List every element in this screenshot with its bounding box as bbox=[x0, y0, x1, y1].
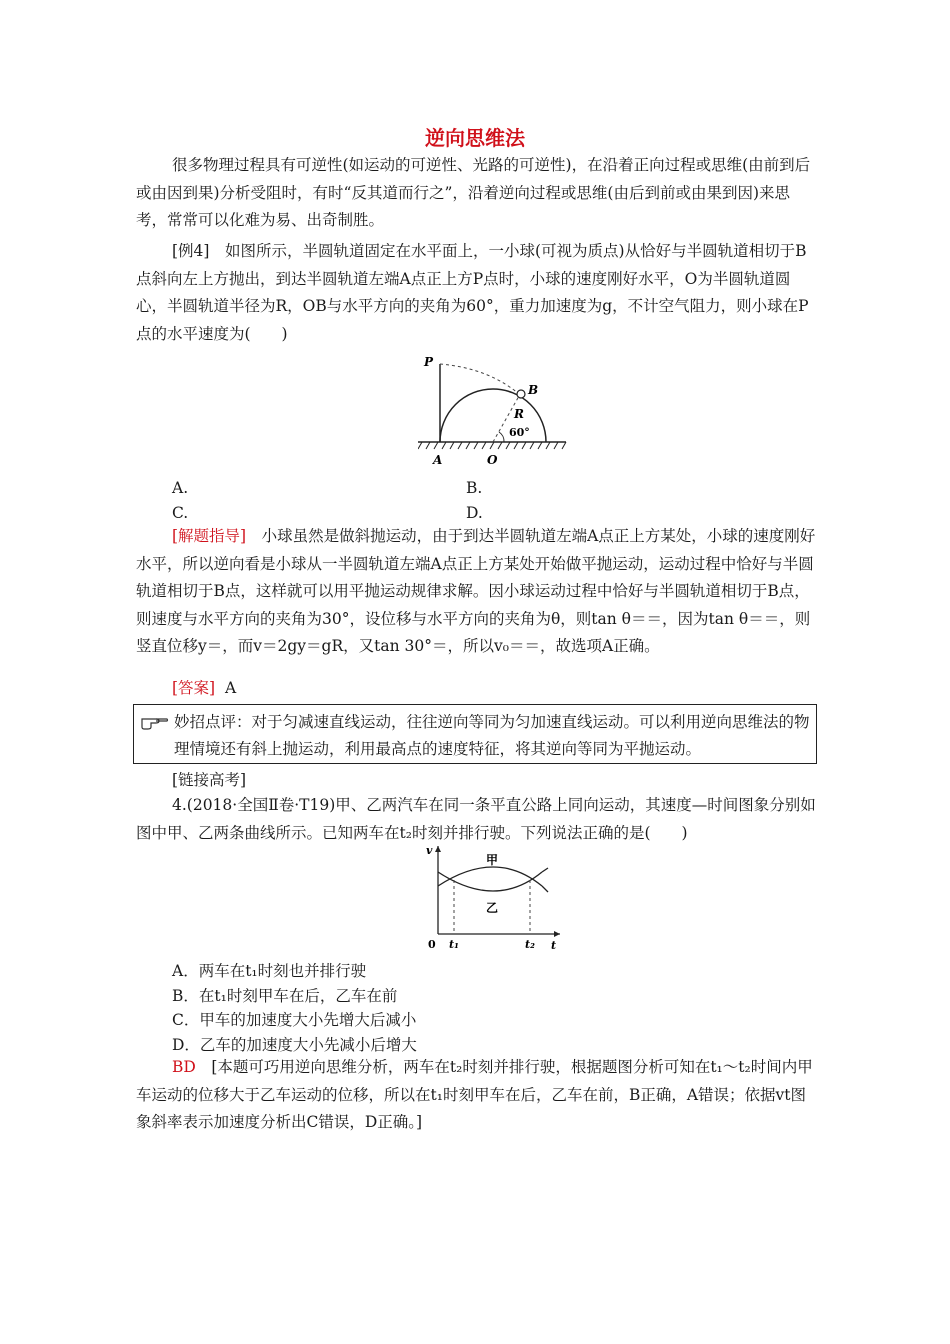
solution-paragraph bbox=[136, 1054, 816, 1137]
answer-value: A bbox=[224, 679, 237, 697]
label-A: A bbox=[433, 453, 443, 467]
option-c: C. bbox=[172, 504, 189, 522]
vt-graph-figure bbox=[424, 842, 564, 952]
t1-label: t₁ bbox=[449, 938, 459, 951]
axis-v-label: v bbox=[426, 844, 433, 857]
semicircle-figure bbox=[418, 352, 568, 470]
guide-tag: [解题指导] bbox=[172, 527, 247, 545]
label-B: B bbox=[528, 383, 539, 397]
page-title: 逆向思维法 bbox=[425, 126, 525, 150]
answer-tag: [答案] bbox=[172, 679, 216, 697]
q4-option-a: A．两车在t₁时刻也并排行驶 bbox=[172, 962, 367, 980]
example-paragraph bbox=[136, 238, 816, 348]
origin-label: 0 bbox=[428, 938, 436, 951]
option-a: A. bbox=[172, 479, 189, 497]
option-b: B. bbox=[466, 479, 483, 497]
guide-paragraph bbox=[136, 523, 816, 661]
curve-yi-label: 乙 bbox=[486, 901, 499, 915]
example-tag: [例4] bbox=[172, 242, 210, 260]
label-O: O bbox=[487, 453, 498, 467]
solution-text: [本题可巧用逆向思维分析，两车在t₂时刻并排行驶，根据题图分析可知在t₁～t₂时间内甲车运动的位移大于乙车运动的位移，所以在t₁时刻甲车在后，乙车在前，B正确，A错误；依据vt图象斜率表示加速度分析出C错误，D正确。] bbox=[136, 1058, 813, 1132]
q4-option-d: D．乙车的加速度大小先减小后增大 bbox=[172, 1036, 417, 1054]
solution-tag: BD bbox=[172, 1058, 196, 1076]
curve-jia-label: 甲 bbox=[486, 853, 499, 867]
q4-option-c: C．甲车的加速度大小先增大后减小 bbox=[172, 1011, 417, 1029]
intro-paragraph: 很多物理过程具有可逆性(如运动的可逆性、光路的可逆性)，在沿着正向过程或思维(由前到后或由因到果)分析受阻时，有时“反其道而行之”，沿着逆向过程或思维(由后到前或由果到因)来思考，常常可以化难为易、出奇制胜。 bbox=[136, 156, 811, 230]
answer-line bbox=[172, 676, 236, 700]
question-4: 4.(2018·全国Ⅱ卷·T19)甲、乙两汽车在同一条平直公路上同向运动，其速度—时间图象分别如图中甲、乙两条曲线所示。已知两车在t₂时刻并排行驶。下列说法正确的是( ) bbox=[136, 796, 816, 842]
label-angle: 60° bbox=[509, 426, 530, 439]
guide-text: 小球虽然是做斜抛运动，由于到达半圆轨道左端A点正上方某处，小球的速度刚好水平，所以逆向看是小球从一半圆轨道左端A点正上方某处开始做平抛运动，运动过程中恰好与半圆轨道相切于B点，这样就可以用平抛运动规律求解。因小球运动过程中恰好与半圆轨道相切于B点，则速度与水平方向的夹角为30°，设位移与水平方向的夹角为θ，则tan θ＝＝，因为tan θ＝＝，则竖直位移y＝，而v＝2gy＝gR，又tan 30°＝，所以v₀＝＝，故选项A正确。 bbox=[136, 527, 816, 656]
label-R: R bbox=[514, 407, 524, 421]
option-d: D. bbox=[466, 504, 483, 522]
q4-option-b: B．在t₁时刻甲车在后，乙车在前 bbox=[172, 987, 398, 1005]
t2-label: t₂ bbox=[525, 938, 535, 951]
axis-t-label: t bbox=[551, 939, 557, 952]
link-heading: [链接高考] bbox=[172, 771, 247, 789]
example-text: 如图所示，半圆轨道固定在水平面上，一小球(可视为质点)从恰好与半圆轨道相切于B点斜向左上方抛出，到达半圆轨道左端A点正上方P点时，小球的速度刚好水平，O为半圆轨道圆心，半圆轨道半径为R，OB与水平方向的夹角为60°，重力加速度为g，不计空气阻力，则小球在P点的水平速度为( ) bbox=[136, 242, 809, 343]
label-P: P bbox=[424, 355, 434, 369]
tip-text: 妙招点评：对于匀减速直线运动，往往逆向等同为匀加速直线运动。可以利用逆向思维法的物理情境还有斜上抛运动，利用最高点的速度特征，将其逆向等同为平抛运动。 bbox=[174, 713, 810, 758]
pointing-hand-icon bbox=[140, 711, 170, 731]
tip-box bbox=[133, 704, 817, 764]
